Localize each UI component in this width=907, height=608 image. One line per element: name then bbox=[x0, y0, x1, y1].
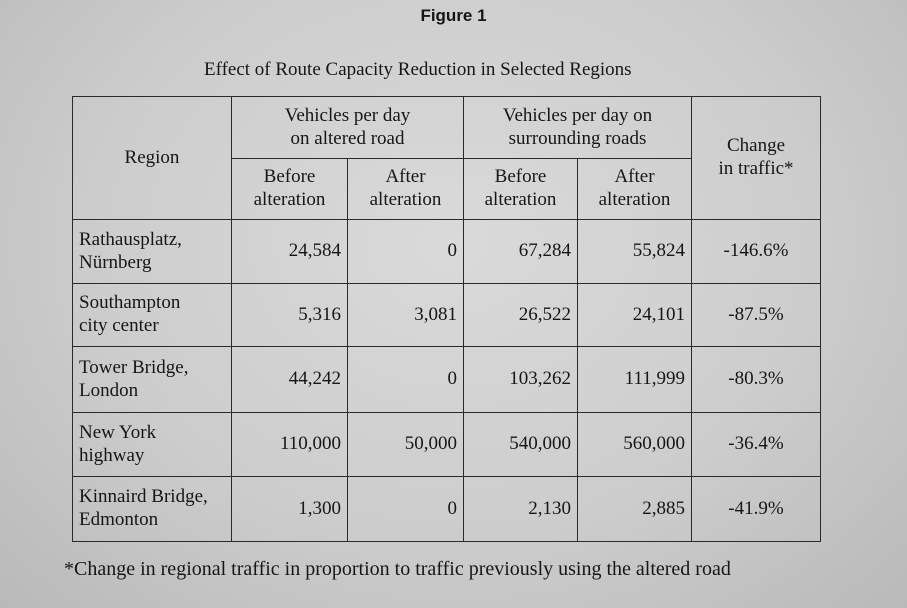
surrounding-after-cell: 24,101 bbox=[578, 284, 692, 347]
surrounding-after-cell: 55,824 bbox=[578, 220, 692, 284]
altered-before-cell: 24,584 bbox=[232, 220, 348, 284]
surrounding-before-cell: 540,000 bbox=[464, 413, 578, 477]
table-row bbox=[73, 284, 821, 347]
altered-after-cell: 50,000 bbox=[348, 413, 464, 477]
region-header-label: Region bbox=[124, 146, 180, 168]
change-header-line2: in traffic* bbox=[718, 158, 794, 179]
change-cell: -80.3% bbox=[692, 347, 821, 413]
region-line1: Southampton bbox=[79, 292, 181, 314]
altered-road-header-line1: Vehicles per day bbox=[284, 104, 411, 126]
change-in-traffic-header bbox=[692, 97, 821, 220]
table-row bbox=[73, 413, 821, 477]
surrounding-roads-header bbox=[464, 97, 692, 159]
region-cell bbox=[73, 477, 232, 542]
altered-road-header-line2: on altered road bbox=[290, 127, 405, 149]
region-line2: Edmonton bbox=[79, 509, 159, 530]
region-cell bbox=[73, 284, 232, 347]
change-header-line1: Change bbox=[726, 135, 786, 157]
altered-road-header bbox=[232, 97, 464, 159]
change-cell: -36.4% bbox=[692, 413, 821, 477]
region-line2: highway bbox=[79, 444, 145, 466]
footnote: *Change in regional traffic in proportion to traffic previously using the altered road bbox=[64, 558, 731, 580]
surrounding-header-line2: surrounding roads bbox=[508, 127, 647, 149]
region-line1: New York bbox=[79, 421, 157, 443]
region-line1: Kinnaird Bridge, bbox=[79, 486, 208, 508]
surrounding-before-cell: 67,284 bbox=[464, 220, 578, 284]
region-header bbox=[73, 97, 232, 220]
surrounding-header-line1: Vehicles per day on bbox=[502, 104, 653, 126]
altered-after-header bbox=[348, 159, 464, 220]
change-cell: -87.5% bbox=[692, 284, 821, 347]
table-title: Effect of Route Capacity Reduction in Selected Regions bbox=[204, 59, 632, 80]
figure-label: Figure 1 bbox=[420, 6, 487, 25]
before-line1: Before bbox=[494, 166, 547, 188]
altered-after-cell: 3,081 bbox=[348, 284, 464, 347]
region-line1: Rathausplatz, bbox=[79, 228, 182, 250]
altered-before-cell: 5,316 bbox=[232, 284, 348, 347]
region-cell bbox=[73, 220, 232, 284]
surrounding-before-header bbox=[464, 159, 578, 220]
traffic-data-table bbox=[72, 96, 821, 542]
region-line2: London bbox=[79, 379, 139, 401]
altered-after-cell: 0 bbox=[348, 347, 464, 413]
before-line2: alteration bbox=[484, 189, 557, 210]
surrounding-after-header bbox=[578, 159, 692, 220]
region-line2: Nürnberg bbox=[79, 251, 152, 273]
surrounding-after-cell: 111,999 bbox=[578, 347, 692, 413]
surrounding-after-cell: 2,885 bbox=[578, 477, 692, 542]
region-line1: Tower Bridge, bbox=[79, 356, 189, 378]
region-cell bbox=[73, 347, 232, 413]
table-row bbox=[73, 347, 821, 413]
altered-before-cell: 110,000 bbox=[232, 413, 348, 477]
change-cell: -41.9% bbox=[692, 477, 821, 542]
change-cell: -146.6% bbox=[692, 220, 821, 284]
altered-after-cell: 0 bbox=[348, 477, 464, 542]
header-row-top bbox=[73, 97, 821, 159]
region-line2: city center bbox=[79, 315, 159, 336]
after-line1: After bbox=[385, 166, 426, 188]
altered-before-cell: 44,242 bbox=[232, 347, 348, 413]
surrounding-before-cell: 26,522 bbox=[464, 284, 578, 347]
altered-before-cell: 1,300 bbox=[232, 477, 348, 542]
surrounding-after-cell: 560,000 bbox=[578, 413, 692, 477]
surrounding-before-cell: 103,262 bbox=[464, 347, 578, 413]
table-row bbox=[73, 220, 821, 284]
table-row bbox=[73, 477, 821, 542]
after-line2: alteration bbox=[369, 189, 442, 210]
region-cell bbox=[73, 413, 232, 477]
surrounding-before-cell: 2,130 bbox=[464, 477, 578, 542]
after-line1: After bbox=[614, 166, 655, 188]
after-line2: alteration bbox=[598, 189, 671, 210]
before-line2: alteration bbox=[253, 189, 326, 210]
before-line1: Before bbox=[263, 166, 316, 188]
altered-before-header bbox=[232, 159, 348, 220]
altered-after-cell: 0 bbox=[348, 220, 464, 284]
